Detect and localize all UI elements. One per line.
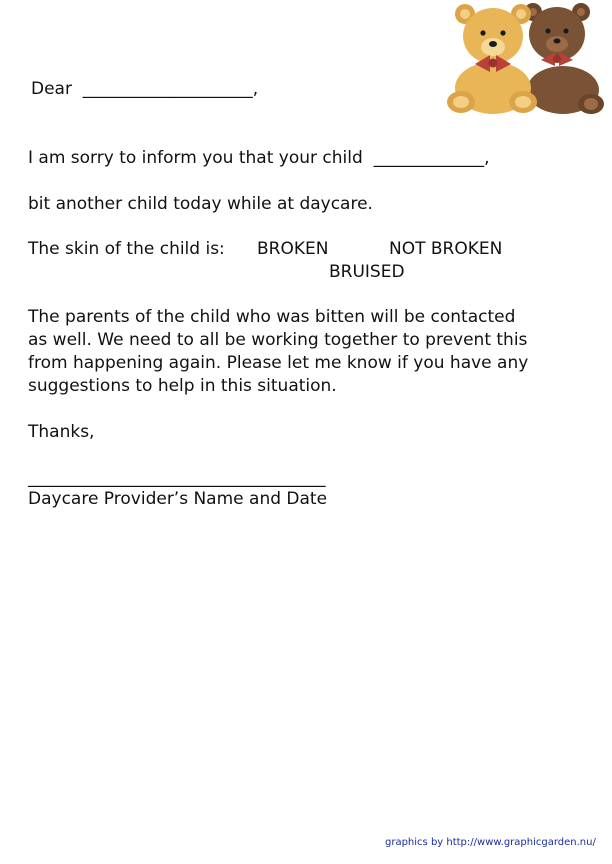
teddy-bears-icon (443, 0, 611, 116)
body-paragraph (28, 306, 528, 398)
paragraph-line: from happening again. Please let me know if you have any (28, 353, 529, 373)
option-bruised: BRUISED (329, 262, 405, 282)
signature-line: ___________________________________ (28, 468, 326, 488)
dark-bear (524, 3, 604, 114)
graphics-credit: graphics by http://www.graphicgarden.nu/ (385, 837, 596, 848)
skin-label: The skin of the child is: (28, 239, 225, 259)
greeting-line: Dear ____________________, (31, 79, 259, 99)
paragraph-line: The parents of the child who was bitten will be contacted (28, 307, 516, 327)
paragraph-line: suggestions to help in this situation. (28, 376, 337, 396)
closing: Thanks, (28, 422, 95, 442)
light-bear (447, 4, 537, 114)
signature-caption: Daycare Provider’s Name and Date (28, 489, 328, 509)
incident-line: bit another child today while at daycare. (28, 194, 373, 214)
option-not-broken: NOT BROKEN (389, 239, 503, 259)
option-broken: BROKEN (257, 239, 329, 259)
paragraph-line: as well. We need to all be working together to prevent this (28, 330, 528, 350)
child-name-line: I am sorry to inform you that your child _____________, (28, 148, 490, 168)
